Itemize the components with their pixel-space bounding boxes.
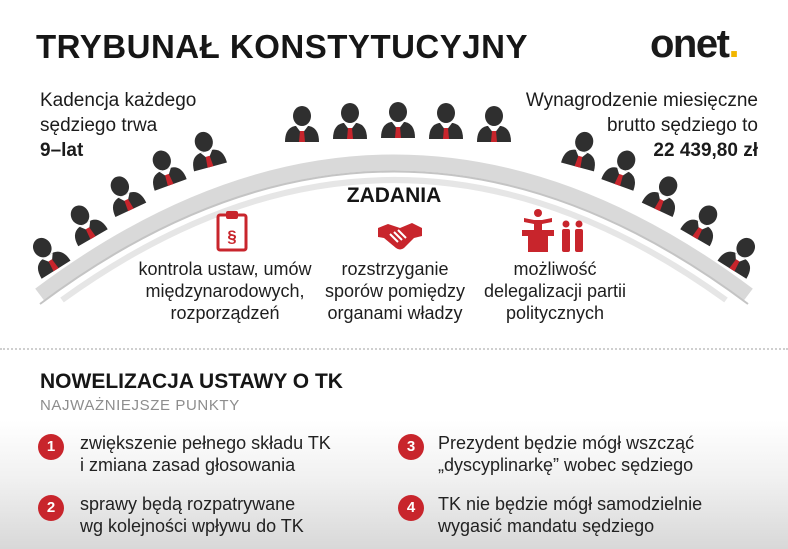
- task-statute-review: [125, 258, 325, 324]
- point-line: Prezydent będzie mógł wszcząć: [438, 433, 695, 453]
- point-line: wygasić mandatu sędziego: [438, 516, 655, 536]
- point-line: i zmiana zasad głosowania: [80, 455, 296, 475]
- task-line: międzynarodowych,: [145, 281, 305, 301]
- term-length-line-2: sędziego trwa: [40, 115, 158, 136]
- judge-figure: [333, 103, 367, 139]
- task-dispute-resolution: [305, 258, 485, 324]
- task-line: rozporządzeń: [170, 303, 280, 323]
- task-line: możliwość: [513, 259, 597, 279]
- task-line: organami władzy: [327, 303, 463, 323]
- task-line: politycznych: [505, 303, 605, 323]
- point-line: „dyscyplinarkę” wobec sędziego: [438, 455, 694, 475]
- point-line: zwiększenie pełnego składu TK: [80, 433, 331, 453]
- judge-figure: [429, 103, 463, 139]
- section-divider: [0, 348, 788, 350]
- point-number-badge: 3: [398, 434, 424, 460]
- point-item: [80, 432, 331, 476]
- term-length-value: 9–lat: [40, 140, 84, 161]
- point-number-badge: 2: [38, 495, 64, 521]
- judge-figure: [285, 106, 319, 142]
- salary-line-1: Wynagrodzenie miesięczne: [525, 90, 758, 111]
- task-line: sporów pomiędzy: [324, 281, 466, 301]
- page-title: TRYBUNAŁ KONSTYTUCYJNY: [36, 28, 528, 65]
- logo-dot: .: [728, 22, 739, 66]
- point-number-badge: 1: [38, 434, 64, 460]
- amendment-title: NOWELIZACJA USTAWY O TK: [40, 370, 343, 393]
- task-line: rozstrzyganie: [341, 259, 449, 279]
- tasks-heading: ZADANIA: [346, 184, 442, 207]
- handshake-icon: [376, 218, 424, 252]
- amendment-subtitle: NAJWAŻNIEJSZE PUNKTY: [40, 397, 240, 414]
- task-party-delegalization: [470, 258, 640, 324]
- clipboard-paragraph-icon: [215, 210, 249, 252]
- point-line: TK nie będzie mógł samodzielnie: [438, 494, 703, 514]
- salary-value: 22 439,80 zł: [653, 140, 758, 161]
- speaker-podium-icon: [514, 208, 588, 254]
- task-line: delegalizacji partii: [483, 281, 627, 301]
- judge-figure: [561, 128, 603, 172]
- task-line: kontrola ustaw, umów: [138, 259, 312, 279]
- term-length-line-1: Kadencja każdego: [40, 90, 197, 111]
- svg-text:§: §: [227, 227, 237, 246]
- judge-figure: [185, 128, 227, 172]
- logo-text: onet: [650, 22, 729, 66]
- salary-line-2: brutto sędziego to: [606, 115, 758, 136]
- point-item: [80, 493, 304, 537]
- judge-figure: [477, 106, 511, 142]
- point-line: wg kolejności wpływu do TK: [80, 516, 304, 536]
- point-number-badge: 4: [398, 495, 424, 521]
- point-item: [438, 493, 702, 537]
- point-line: sprawy będą rozpatrywane: [80, 494, 296, 514]
- point-item: [438, 432, 694, 476]
- judge-figure: [381, 102, 415, 138]
